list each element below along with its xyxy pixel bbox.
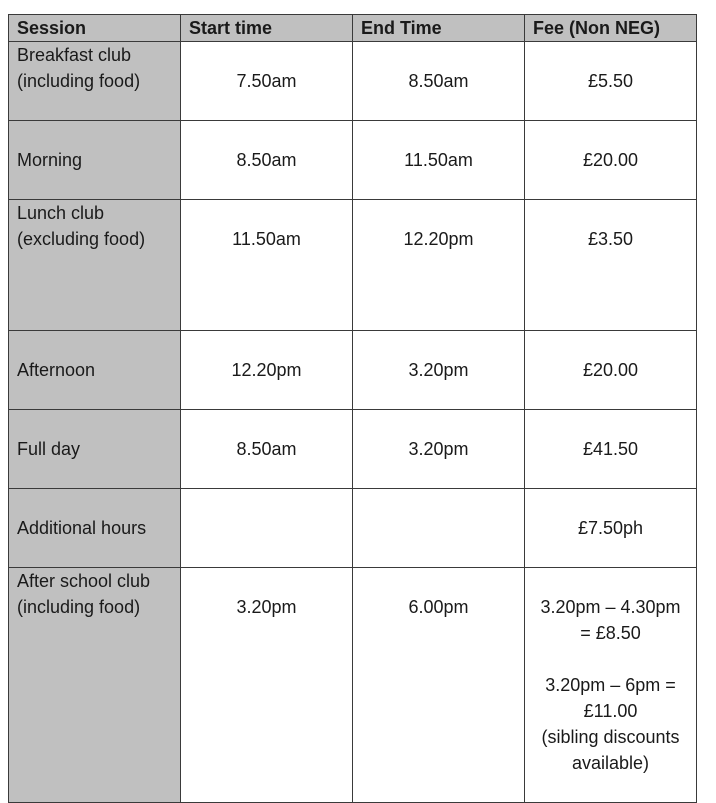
fee-cell: £5.50 [525,42,697,121]
header-start-time: Start time [181,15,353,42]
end-time-cell: 3.20pm [353,331,525,410]
session-note: (including food) [17,597,141,617]
start-time-cell [181,489,353,568]
table-row [9,121,697,200]
fee-cell [525,568,697,803]
session-cell: Full day [9,410,181,489]
fee-cell: £41.50 [525,410,697,489]
fee-cell: £20.00 [525,121,697,200]
table-row [9,568,697,803]
header-row [9,15,697,42]
fee-line: 3.20pm – 6pm = [545,675,676,695]
fee-line: (sibling discounts [541,727,680,747]
session-cell: Afternoon [9,331,181,410]
fee-cell: £7.50ph [525,489,697,568]
fee-line: available) [571,753,650,773]
end-time-cell: 6.00pm [353,568,525,803]
start-time-cell: 7.50am [181,42,353,121]
table-row [9,331,697,410]
session-cell [9,42,181,121]
table-row [9,410,697,489]
fee-cell: £20.00 [525,331,697,410]
header-fee: Fee (Non NEG) [525,15,697,42]
fee-cell: £3.50 [525,200,697,331]
start-time-cell: 3.20pm [181,568,353,803]
start-time-cell: 8.50am [181,410,353,489]
fee-line: 3.20pm – 4.30pm [540,597,681,617]
fee-line: £11.00 [583,701,638,721]
session-note: (including food) [17,71,141,91]
start-time-cell: 12.20pm [181,331,353,410]
session-cell [9,200,181,331]
start-time-cell: 11.50am [181,200,353,331]
session-label: Lunch club [17,203,105,223]
header-end-time: End Time [353,15,525,42]
table-row [9,489,697,568]
table-row [9,200,697,331]
end-time-cell [353,489,525,568]
fee-spacer [525,646,696,672]
session-fees-table [8,14,697,803]
session-label: Breakfast club [17,45,132,65]
start-time-cell: 8.50am [181,121,353,200]
end-time-cell: 3.20pm [353,410,525,489]
end-time-cell: 12.20pm [353,200,525,331]
end-time-cell: 11.50am [353,121,525,200]
session-cell: Morning [9,121,181,200]
table-row [9,42,697,121]
session-cell [9,568,181,803]
session-cell: Additional hours [9,489,181,568]
fee-line: = £8.50 [580,623,641,643]
end-time-cell: 8.50am [353,42,525,121]
session-note: (excluding food) [17,229,146,249]
header-session: Session [9,15,181,42]
session-label: After school club [17,571,151,591]
